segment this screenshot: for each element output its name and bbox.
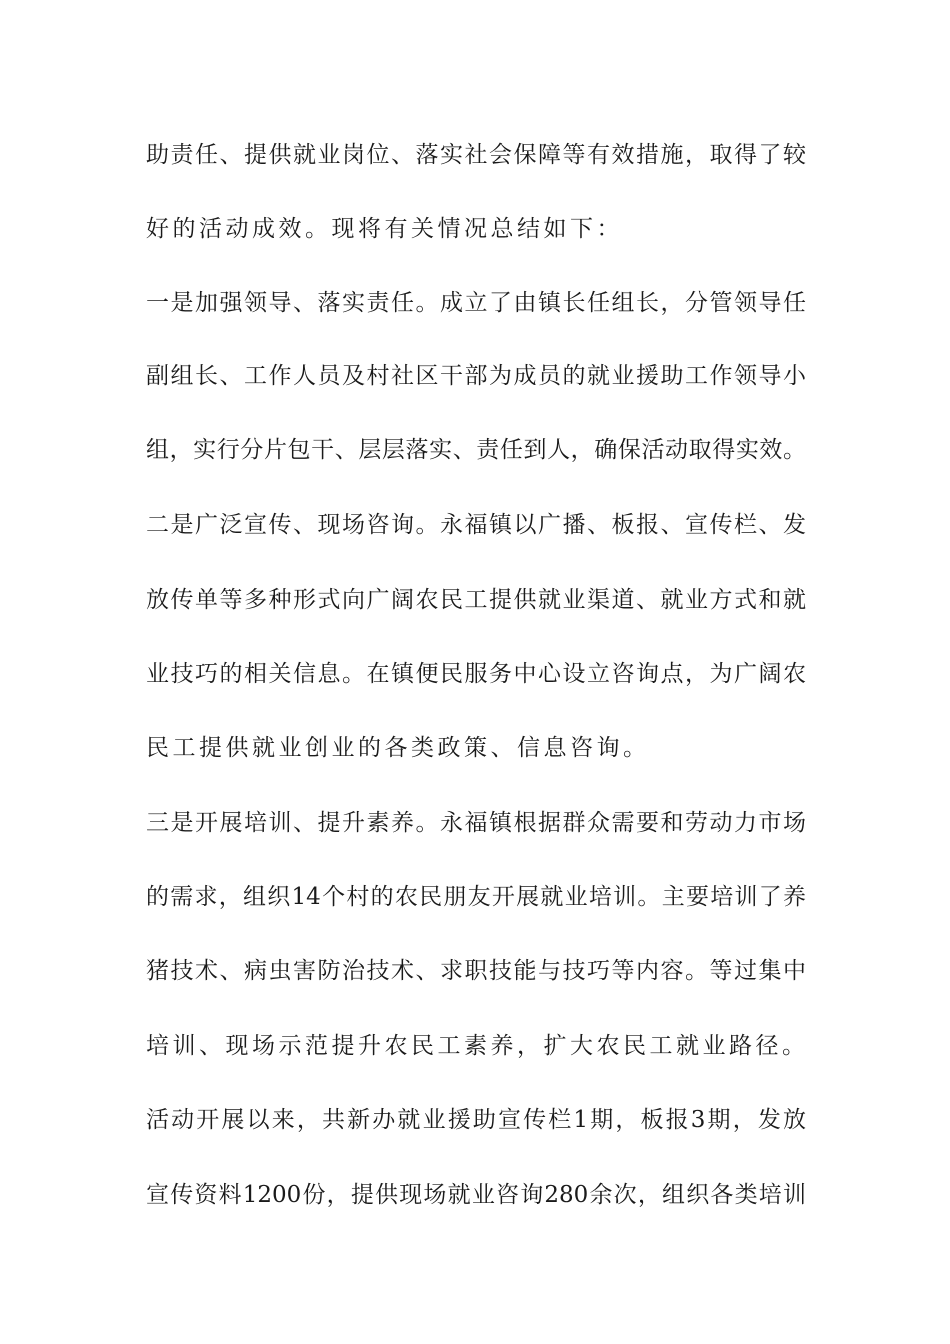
text-line: 三是开展培训、提升素养。永福镇根据群众需要和劳动力市场 xyxy=(146,810,806,836)
text-line: 副组长、工作人员及村社区干部为成员的就业援助工作领导小 xyxy=(146,363,806,389)
text-line: 培训、现场示范提升农民工素养，扩大农民工就业路径。 xyxy=(146,1033,809,1059)
text-line: 好的活动成效。现将有关情况总结如下： xyxy=(146,216,623,242)
text-line: 的需求，组织14个村的农民朋友开展就业培训。主要培训了养 xyxy=(146,884,806,910)
text-line: 组，实行分片包干、层层落实、责任到人，确保活动取得实效。 xyxy=(146,437,806,463)
text-line: 猪技术、病虫害防治技术、求职技能与技巧等内容。等过集中 xyxy=(146,958,806,984)
text-line: 民工提供就业创业的各类政策、信息咨询。 xyxy=(146,735,650,761)
text-line: 活动开展以来，共新办就业援助宣传栏1期，板报3期，发放 xyxy=(146,1107,806,1133)
text-line: 业技巧的相关信息。在镇便民服务中心设立咨询点，为广阔农 xyxy=(146,661,806,687)
text-line: 助责任、提供就业岗位、落实社会保障等有效措施，取得了较 xyxy=(146,142,806,168)
text-line: 放传单等多种形式向广阔农民工提供就业渠道、就业方式和就 xyxy=(146,587,806,613)
text-line: 一是加强领导、落实责任。成立了由镇长任组长，分管领导任 xyxy=(146,290,806,316)
text-line: 宣传资料1200份，提供现场就业咨询280余次，组织各类培训 xyxy=(146,1182,806,1208)
text-line: 二是广泛宣传、现场咨询。永福镇以广播、板报、宣传栏、发 xyxy=(146,512,806,538)
